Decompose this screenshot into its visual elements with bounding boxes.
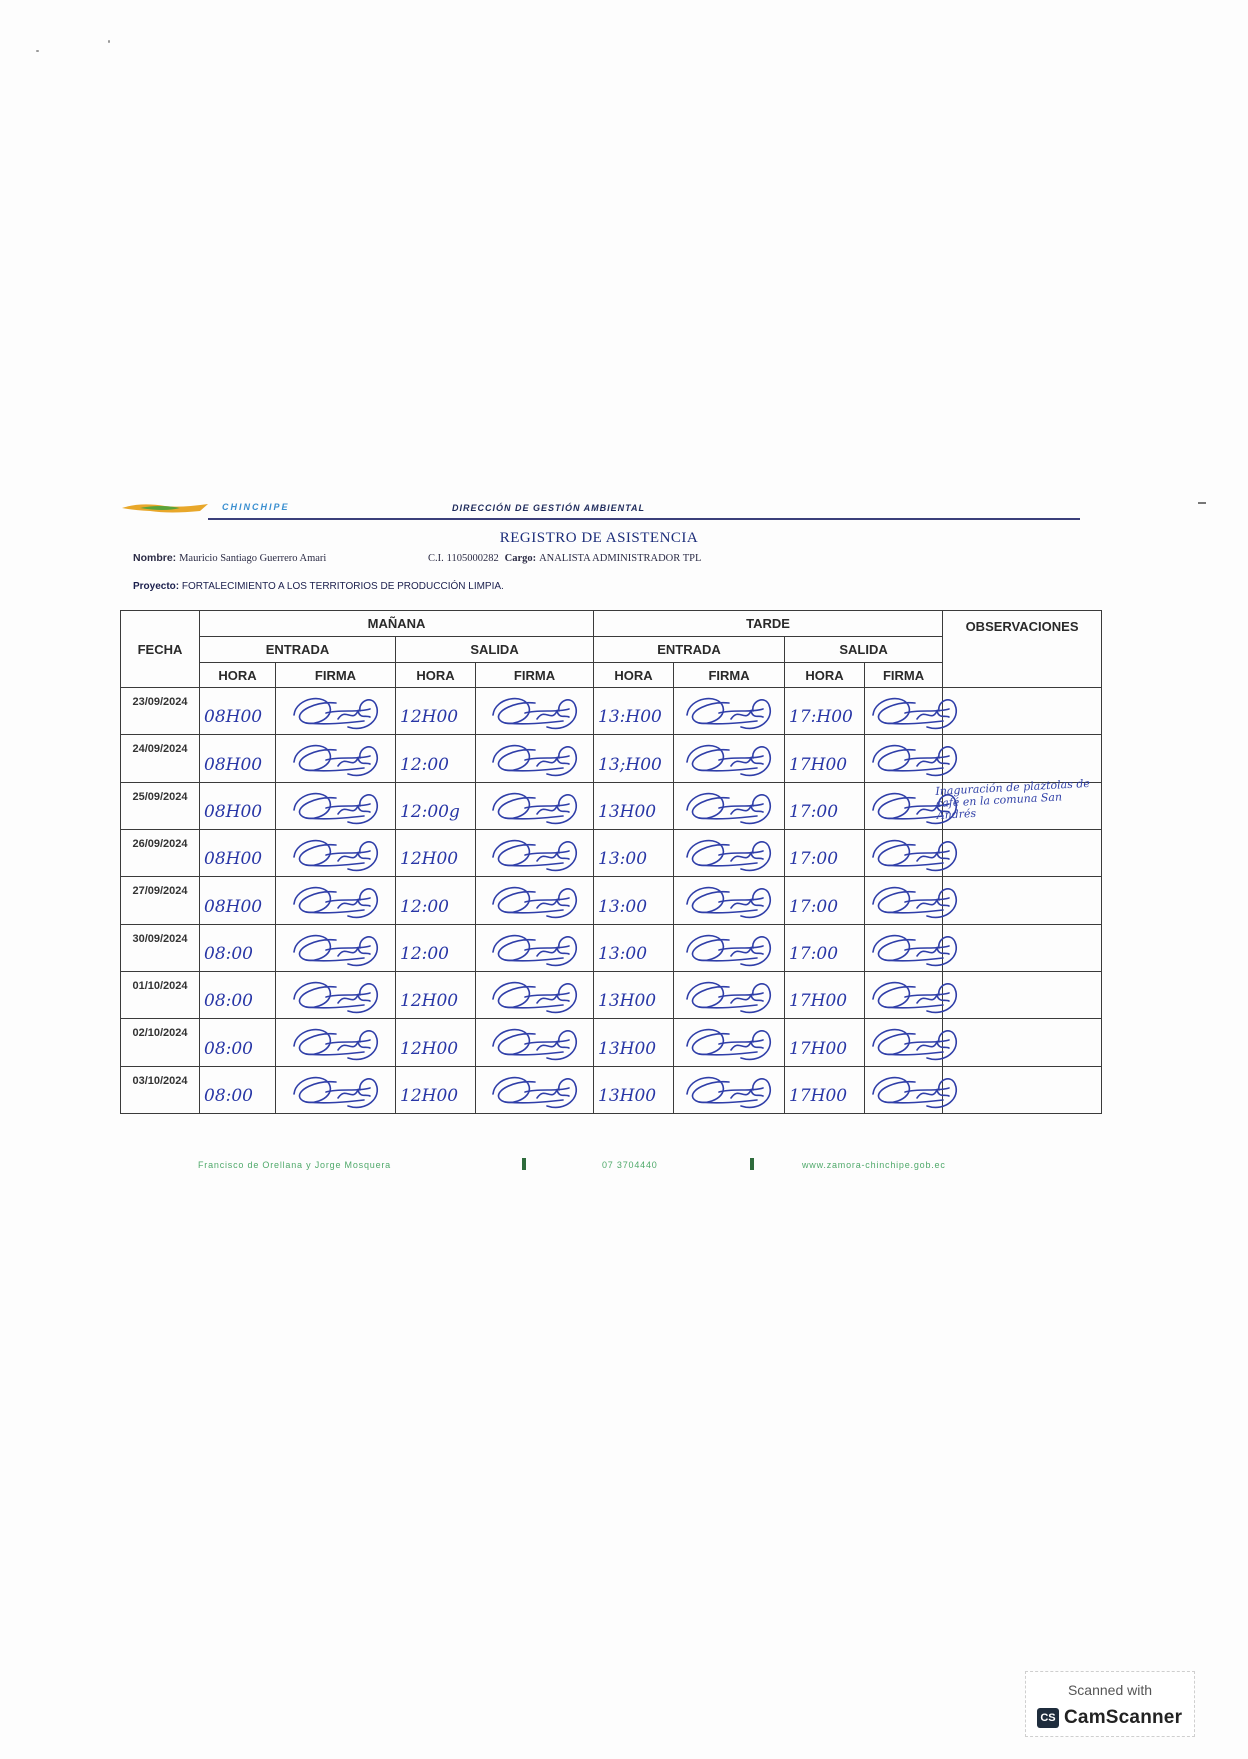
tarde-entrada-firma — [674, 877, 785, 924]
scan-speck — [108, 40, 110, 43]
signature-icon — [679, 1020, 779, 1064]
tarde-entrada-firma — [674, 688, 785, 735]
signature-icon — [679, 878, 779, 922]
ci-label: C.I. — [428, 553, 444, 564]
hora-header: HORA — [200, 663, 276, 688]
footer-address: Francisco de Orellana y Jorge Mosquera — [198, 1160, 391, 1170]
signature-icon — [679, 831, 779, 875]
badge-name: CamScanner — [1064, 1707, 1183, 1728]
tarde-entrada-hora: 13:H00 — [594, 688, 674, 735]
manana-salida-header: SALIDA — [396, 637, 594, 663]
manana-entrada-hora: 08H00 — [200, 688, 276, 735]
signature-icon — [485, 736, 585, 780]
footer-phone: 07 3704440 — [602, 1160, 658, 1170]
manana-salida-hora: 12H00 — [396, 688, 476, 735]
table-row — [121, 877, 1102, 924]
table-row — [121, 924, 1102, 971]
camscanner-badge — [1025, 1671, 1195, 1737]
table-row — [121, 1066, 1102, 1113]
manana-entrada-firma — [276, 782, 396, 829]
signature-icon — [485, 1020, 585, 1064]
tarde-salida-firma — [865, 829, 943, 876]
firma-header: FIRMA — [476, 663, 594, 688]
fecha-cell: 01/10/2024 — [121, 971, 200, 1018]
tarde-salida-firma — [865, 924, 943, 971]
manana-salida-firma — [476, 971, 594, 1018]
header-rule — [208, 518, 1080, 520]
tarde-salida-hora: 17:00 — [785, 782, 865, 829]
fecha-cell: 30/09/2024 — [121, 924, 200, 971]
fecha-cell: 03/10/2024 — [121, 1066, 200, 1113]
tarde-entrada-firma — [674, 1066, 785, 1113]
table-row — [121, 1019, 1102, 1066]
observacion-text: Inaguración de plaztolas de café en la comuna San Andrés — [935, 776, 1091, 822]
manana-salida-hora: 12H00 — [396, 971, 476, 1018]
manana-salida-hora: 12H00 — [396, 1066, 476, 1113]
fecha-cell: 24/09/2024 — [121, 735, 200, 782]
tarde-entrada-hora: 13:00 — [594, 924, 674, 971]
signature-icon — [485, 1068, 585, 1112]
manana-entrada-header: ENTRADA — [200, 637, 396, 663]
tarde-entrada-hora: 13H00 — [594, 782, 674, 829]
manana-entrada-hora: 08H00 — [200, 735, 276, 782]
tarde-header: TARDE — [594, 611, 943, 637]
manana-entrada-firma — [276, 735, 396, 782]
proyecto-field — [133, 581, 504, 592]
tarde-entrada-firma — [674, 971, 785, 1018]
attendance-table — [120, 610, 1102, 1114]
tarde-salida-hora: 17H00 — [785, 1019, 865, 1066]
footer-separator — [522, 1158, 526, 1170]
manana-salida-firma — [476, 877, 594, 924]
table-row — [121, 782, 1102, 829]
footer-separator — [750, 1158, 754, 1170]
manana-entrada-firma — [276, 688, 396, 735]
manana-salida-hora: 12:00 — [396, 877, 476, 924]
signature-icon — [485, 926, 585, 970]
manana-salida-firma — [476, 688, 594, 735]
fecha-cell: 25/09/2024 — [121, 782, 200, 829]
manana-header: MAÑANA — [200, 611, 594, 637]
tarde-salida-hora: 17:00 — [785, 877, 865, 924]
manana-salida-firma — [476, 924, 594, 971]
tarde-salida-hora: 17:H00 — [785, 688, 865, 735]
scan-edge-mark — [1198, 502, 1206, 504]
ci-value: 1105000282 — [446, 553, 499, 564]
manana-entrada-hora: 08:00 — [200, 924, 276, 971]
fecha-cell: 26/09/2024 — [121, 829, 200, 876]
manana-entrada-hora: 08:00 — [200, 1019, 276, 1066]
observaciones-header: OBSERVACIONES — [943, 611, 1102, 688]
tarde-entrada-hora: 13:00 — [594, 829, 674, 876]
manana-salida-hora: 12:00 — [396, 735, 476, 782]
proyecto-value: FORTALECIMIENTO A LOS TERRITORIOS DE PRODUCCIÓN LIMPIA. — [181, 581, 504, 592]
tarde-salida-firma — [865, 877, 943, 924]
document-title: REGISTRO DE ASISTENCIA — [499, 530, 699, 546]
signature-icon — [286, 689, 386, 733]
tarde-entrada-hora: 13H00 — [594, 1019, 674, 1066]
manana-entrada-firma — [276, 1066, 396, 1113]
signature-icon — [286, 831, 386, 875]
manana-salida-firma — [476, 735, 594, 782]
manana-entrada-hora: 08:00 — [200, 971, 276, 1018]
brand-name: CHINCHIPE — [222, 502, 290, 512]
fecha-cell: 02/10/2024 — [121, 1019, 200, 1066]
manana-salida-hora: 12H00 — [396, 1019, 476, 1066]
firma-header: FIRMA — [276, 663, 396, 688]
signature-icon — [679, 973, 779, 1017]
observaciones-cell — [943, 1066, 1102, 1113]
manana-entrada-firma — [276, 829, 396, 876]
table-row — [121, 735, 1102, 782]
signature-icon — [485, 784, 585, 828]
nombre-field — [133, 552, 326, 564]
manana-salida-hora: 12:00g — [396, 782, 476, 829]
signature-icon — [679, 926, 779, 970]
tarde-salida-hora: 17H00 — [785, 971, 865, 1018]
signature-icon — [679, 784, 779, 828]
tarde-entrada-firma — [674, 782, 785, 829]
tarde-entrada-hora: 13;H00 — [594, 735, 674, 782]
manana-salida-hora: 12:00 — [396, 924, 476, 971]
manana-salida-firma — [476, 1066, 594, 1113]
tarde-entrada-firma — [674, 735, 785, 782]
manana-salida-hora: 12H00 — [396, 829, 476, 876]
table-row — [121, 971, 1102, 1018]
tarde-salida-firma — [865, 688, 943, 735]
cargo-value: ANALISTA ADMINISTRADOR TPL — [539, 553, 702, 564]
table-row — [121, 829, 1102, 876]
scan-speck — [36, 50, 39, 52]
table-row — [121, 688, 1102, 735]
manana-entrada-hora: 08:00 — [200, 1066, 276, 1113]
signature-icon — [286, 736, 386, 780]
tarde-salida-firma — [865, 1019, 943, 1066]
tarde-entrada-hora: 13:00 — [594, 877, 674, 924]
ci-cargo-field — [428, 552, 701, 564]
signature-icon — [485, 689, 585, 733]
tarde-salida-hora: 17H00 — [785, 735, 865, 782]
firma-header: FIRMA — [865, 663, 943, 688]
manana-entrada-hora: 08H00 — [200, 877, 276, 924]
hora-header: HORA — [594, 663, 674, 688]
nombre-label: Nombre: — [133, 552, 177, 564]
cargo-label: Cargo: — [504, 553, 537, 564]
hora-header: HORA — [396, 663, 476, 688]
manana-salida-firma — [476, 1019, 594, 1066]
firma-header: FIRMA — [674, 663, 785, 688]
fecha-cell: 23/09/2024 — [121, 688, 200, 735]
fecha-cell: 27/09/2024 — [121, 877, 200, 924]
signature-icon — [485, 831, 585, 875]
tarde-entrada-header: ENTRADA — [594, 637, 785, 663]
footer-web: www.zamora-chinchipe.gob.ec — [802, 1160, 946, 1170]
tarde-entrada-firma — [674, 924, 785, 971]
tarde-salida-firma — [865, 1066, 943, 1113]
camscanner-logo-icon: CS — [1037, 1708, 1059, 1728]
proyecto-label: Proyecto: — [133, 581, 180, 592]
logo-icon — [120, 502, 210, 514]
signature-icon — [679, 689, 779, 733]
manana-entrada-hora: 08H00 — [200, 782, 276, 829]
signature-icon — [286, 973, 386, 1017]
tarde-salida-firma — [865, 735, 943, 782]
manana-entrada-hora: 08H00 — [200, 829, 276, 876]
department-name: DIRECCIÓN DE GESTIÓN AMBIENTAL — [452, 503, 646, 513]
signature-icon — [286, 1020, 386, 1064]
tarde-entrada-firma — [674, 829, 785, 876]
hora-header: HORA — [785, 663, 865, 688]
signature-icon — [679, 1068, 779, 1112]
tarde-salida-hora: 17:00 — [785, 924, 865, 971]
tarde-salida-firma — [865, 971, 943, 1018]
badge-caption: Scanned with — [1067, 1682, 1153, 1698]
tarde-salida-hora: 17H00 — [785, 1066, 865, 1113]
tarde-salida-header: SALIDA — [785, 637, 943, 663]
tarde-salida-hora: 17:00 — [785, 829, 865, 876]
manana-salida-firma — [476, 782, 594, 829]
signature-icon — [485, 878, 585, 922]
fecha-header: FECHA — [121, 611, 200, 688]
nombre-value: Mauricio Santiago Guerrero Amari — [179, 553, 327, 564]
manana-entrada-firma — [276, 924, 396, 971]
signature-icon — [286, 1068, 386, 1112]
signature-icon — [286, 926, 386, 970]
tarde-entrada-firma — [674, 1019, 785, 1066]
signature-icon — [286, 878, 386, 922]
signature-icon — [679, 736, 779, 780]
signature-icon — [286, 784, 386, 828]
tarde-entrada-hora: 13H00 — [594, 971, 674, 1018]
tarde-salida-firma — [865, 782, 943, 829]
manana-salida-firma — [476, 829, 594, 876]
manana-entrada-firma — [276, 971, 396, 1018]
tarde-entrada-hora: 13H00 — [594, 1066, 674, 1113]
manana-entrada-firma — [276, 1019, 396, 1066]
signature-icon — [485, 973, 585, 1017]
manana-entrada-firma — [276, 877, 396, 924]
